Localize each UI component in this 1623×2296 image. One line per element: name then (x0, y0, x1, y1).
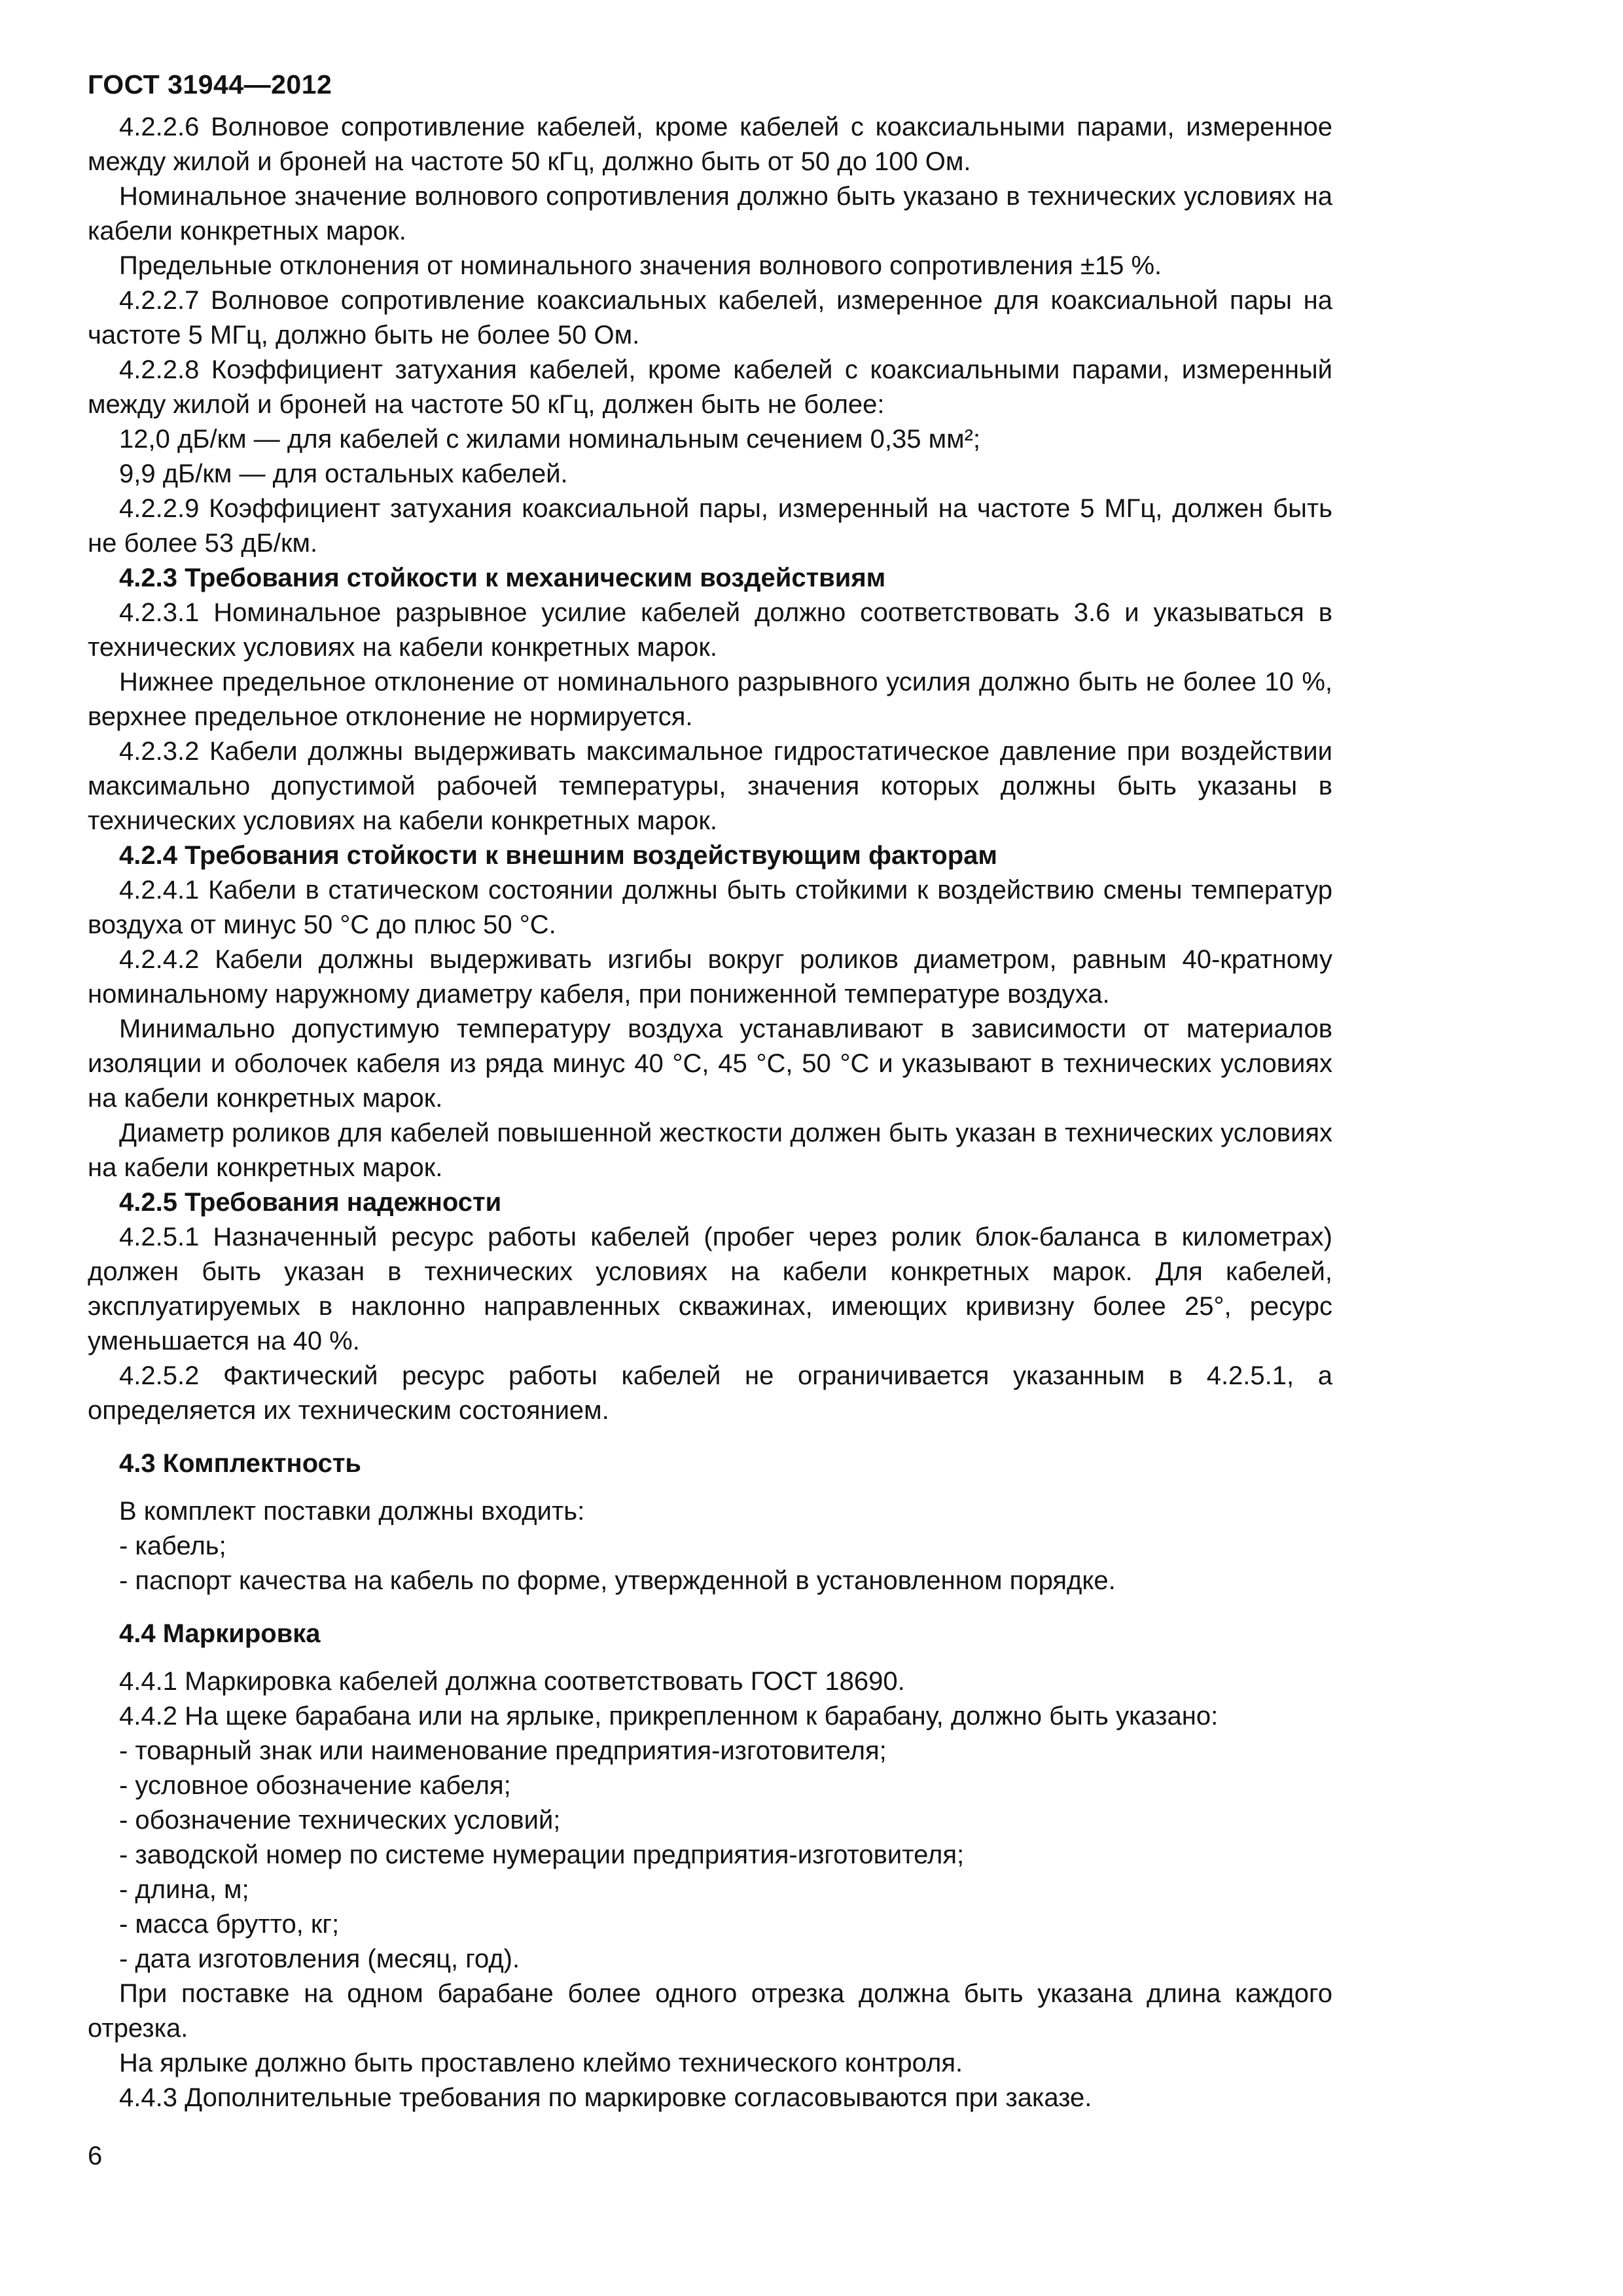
subsection-heading: 4.2.3 Требования стойкости к механическим воздействиям (119, 564, 886, 592)
paragraph: 4.2.5.2 Фактический ресурс работы кабелей не ограничивается указанным в 4.2.5.1, а определяется их техническим состоянием. (88, 1361, 1332, 1425)
paragraph: В комплект поставки должны входить: (119, 1497, 585, 1526)
paragraph: - кабель; (119, 1532, 226, 1560)
paragraph: 12,0 дБ/км — для кабелей с жилами номинальным сечением 0,35 мм²; (119, 425, 980, 454)
subsection-heading: 4.2.4 Требования стойкости к внешним воздействующим факторам (119, 841, 997, 870)
paragraph: 4.2.4.1 Кабели в статическом состоянии должны быть стойкими к воздействию смены температур воздуха от минус 50 °С до плюс 50 °С. (88, 876, 1332, 939)
paragraph: При поставке на одном барабане более одного отрезка должна быть указана длина каждого отрезка. (88, 1979, 1332, 2043)
paragraph: Диаметр роликов для кабелей повышенной жесткости должен быть указан в технических условиях на кабели конкретных марок. (88, 1119, 1332, 1182)
paragraph: 4.2.2.9 Коэффициент затухания коаксиальной пары, измеренный на частоте 5 МГц, должен быть не более 53 дБ/км. (88, 494, 1332, 558)
paragraph: 4.2.2.8 Коэффициент затухания кабелей, кроме кабелей с коаксиальными парами, измеренный между жилой и броней на частоте 50 кГц, должен быть не более: (88, 355, 1332, 419)
paragraph: Минимально допустимую температуру воздуха устанавливают в зависимости от материалов изоляции и оболочек кабеля из ряда минус 40 °С, 45 °С, 50 °С и указывают в технических условиях на кабели конкретных марок. (88, 1014, 1332, 1113)
paragraph: - заводской номер по системе нумерации предприятия-изготовителя; (119, 1840, 965, 1869)
section-heading: 4.3 Комплектность (119, 1449, 362, 1478)
page-number: 6 (88, 2142, 103, 2170)
paragraph: 4.4.3 Дополнительные требования по маркировке согласовываются при заказе. (119, 2083, 1092, 2112)
paragraph: 4.2.2.7 Волновое сопротивление коаксиальных кабелей, измеренное для коаксиальной пары на частоте 5 МГц, должно быть не более 50 Ом. (88, 286, 1332, 350)
paragraph: 9,9 дБ/км — для остальных кабелей. (119, 459, 568, 488)
paragraph: Нижнее предельное отклонение от номинального разрывного усилия должно быть не более 10 %, верхнее предельное отклонение не нормируется. (88, 668, 1332, 731)
paragraph: 4.2.4.2 Кабели должны выдерживать изгибы вокруг роликов диаметром, равным 40-кратному номинальному наружному диаметру кабеля, при пониженной температуре воздуха. (88, 945, 1332, 1009)
paragraph: - обозначение технических условий; (119, 1806, 561, 1835)
paragraph: На ярлыке должно быть проставлено клеймо технического контроля. (119, 2049, 963, 2077)
subsection-heading: 4.2.5 Требования надежности (119, 1188, 502, 1217)
paragraph: - товарный знак или наименование предприятия-изготовителя; (119, 1736, 887, 1765)
paragraph: 4.2.5.1 Назначенный ресурс работы кабелей (пробег через ролик блок-баланса в километрах) должен быть указан в технических условиях на кабели конкретных марок. Для кабелей, эксплуатируемых в наклонно направленных скважинах, имеющих кривизну более 25°, ресурс уменьшается на 40 %. (88, 1223, 1332, 1355)
paragraph: - масса брутто, кг; (119, 1910, 340, 1939)
paragraph: Номинальное значение волнового сопротивления должно быть указано в технических условиях на кабели конкретных марок. (88, 182, 1332, 245)
paragraph: 4.2.3.2 Кабели должны выдерживать максимальное гидростатическое давление при воздействии максимально допустимой рабочей температуры, значения которых должны быть указаны в технических условиях на кабели конкретных марок. (88, 737, 1332, 835)
paragraph: 4.2.3.1 Номинальное разрывное усилие кабелей должно соответствовать 3.6 и указываться в технических условиях на кабели конкретных марок. (88, 598, 1332, 662)
paragraph: - условное обозначение кабеля; (119, 1771, 511, 1800)
paragraph: Предельные отклонения от номинального значения волнового сопротивления ±15 %. (119, 251, 1162, 280)
section-heading: 4.4 Маркировка (119, 1619, 321, 1648)
paragraph: 4.2.2.6 Волновое сопротивление кабелей, кроме кабелей с коаксиальными парами, измеренное между жилой и броней на частоте 50 кГц, должно быть от 50 до 100 Ом. (88, 113, 1332, 176)
document-body (88, 110, 1332, 2115)
document-header-title: ГОСТ 31944—2012 (88, 69, 332, 99)
paragraph: - дата изготовления (месяц, год). (119, 1945, 520, 1973)
paragraph: 4.4.2 На щеке барабана или на ярлыке, прикрепленном к барабану, должно быть указано: (119, 1702, 1219, 1731)
paragraph: - длина, м; (119, 1875, 249, 1904)
paragraph: - паспорт качества на кабель по форме, утвержденной в установленном порядке. (119, 1566, 1116, 1595)
paragraph: 4.4.1 Маркировка кабелей должна соответствовать ГОСТ 18690. (119, 1667, 905, 1696)
